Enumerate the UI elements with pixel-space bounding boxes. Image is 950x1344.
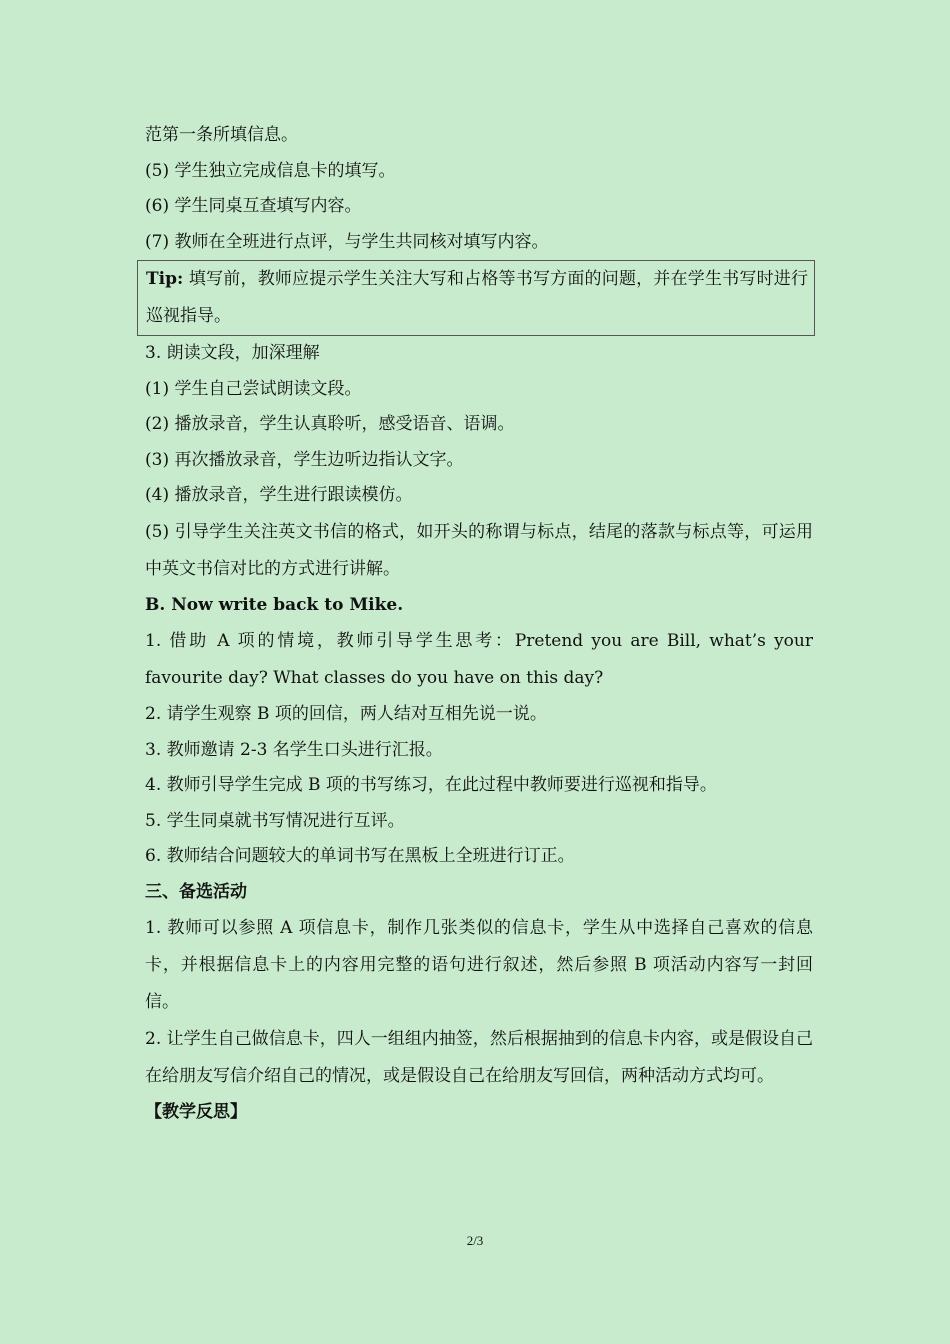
section-3-item-3: (3) 再次播放录音，学生边听边指认文字。 (145, 449, 464, 470)
section-b-item-2: 2. 请学生观察 B 项的回信，两人结对互相先说一说。 (145, 704, 547, 724)
step-5: (5) 学生独立完成信息卡的填写。 (145, 160, 396, 181)
step-7: (7) 教师在全班进行点评，与学生共同核对填写内容。 (145, 231, 549, 252)
document-body (145, 118, 813, 1131)
section-b-item-6: 6. 教师结合问题较大的单词书写在黑板上全班进行订正。 (145, 846, 575, 866)
text-line: 范第一条所填信息。 (145, 125, 298, 145)
optional-activities-heading: 三、备选活动 (145, 881, 247, 902)
section-b-item-1: 1. 借助 A 项的情境，教师引导学生思考：Pretend you are Bill, what’s your favourite day? What classes do you have on this day? (145, 631, 813, 688)
section-3-item-1: (1) 学生自己尝试朗读文段。 (145, 378, 362, 399)
section-b-item-5: 5. 学生同桌就书写情况进行互评。 (145, 810, 405, 831)
section-3-item-5: (5) 引导学生关注英文书信的格式，如开头的称谓与标点，结尾的落款与标点等，可运用中英文书信对比的方式进行讲解。 (145, 521, 813, 579)
tip-label: Tip: (146, 269, 184, 289)
optional-item-1: 1. 教师可以参照 A 项信息卡，制作几张类似的信息卡，学生从中选择自己喜欢的信息卡，并根据信息卡上的内容用完整的语句进行叙述，然后参照 B 项活动内容写一封回信。 (145, 918, 813, 1012)
tip-text: 填写前，教师应提示学生关注大写和占格等书写方面的问题，并在学生书写时进行巡视指导。 (146, 269, 808, 326)
section-3-item-2: (2) 播放录音，学生认真聆听，感受语音、语调。 (145, 414, 515, 434)
section-3-item-4: (4) 播放录音，学生进行跟读模仿。 (145, 485, 413, 505)
tip-box (137, 260, 815, 336)
step-6: (6) 学生同桌互查填写内容。 (145, 196, 362, 216)
section-3-heading: 3. 朗读文段，加深理解 (145, 343, 320, 363)
reflection-heading: 【教学反思】 (145, 1102, 247, 1122)
page-number: 2/3 (466, 1233, 484, 1248)
section-b-item-3: 3. 教师邀请 2-3 名学生口头进行汇报。 (145, 739, 443, 760)
section-b-heading: B. Now write back to Mike. (145, 594, 404, 615)
optional-item-2: 2. 让学生自己做信息卡，四人一组组内抽签，然后根据抽到的信息卡内容，或是假设自己在给朋友写信介绍自己的情况，或是假设自己在给朋友写回信，两种活动方式均可。 (145, 1029, 813, 1086)
section-b-item-4: 4. 教师引导学生完成 B 项的书写练习，在此过程中教师要进行巡视和指导。 (145, 775, 717, 795)
